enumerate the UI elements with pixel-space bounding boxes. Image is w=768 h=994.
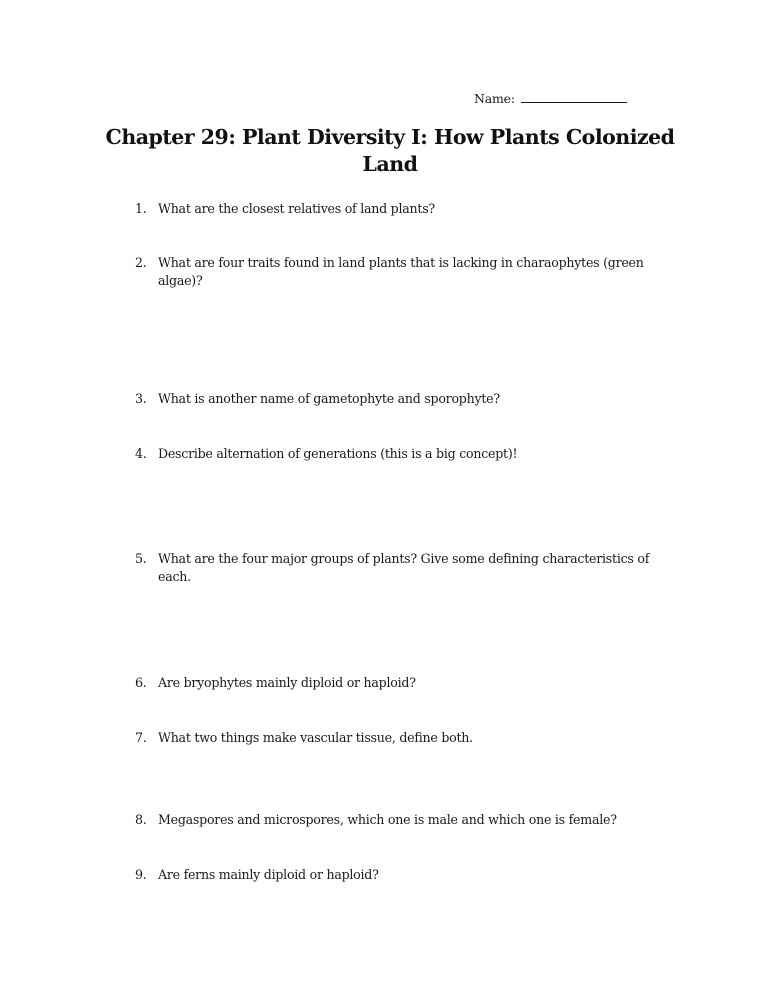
question-text: Describe alternation of generations (this is a big concept)!	[158, 446, 518, 461]
title-line-2: Land	[362, 152, 418, 176]
name-field	[474, 91, 627, 106]
name-label: Name:	[474, 91, 515, 106]
question-3	[135, 390, 675, 408]
question-number: 7.	[135, 730, 147, 745]
question-number: 2.	[135, 255, 147, 270]
question-8	[135, 811, 675, 829]
question-number: 8.	[135, 812, 147, 827]
question-text: What are four traits found in land plants that is lacking in charaophytes (green algae)?	[158, 255, 644, 288]
question-1	[135, 200, 675, 218]
question-6	[135, 674, 675, 692]
question-text: What two things make vascular tissue, define both.	[158, 730, 473, 745]
question-9	[135, 866, 675, 884]
name-blank-line[interactable]	[521, 91, 627, 103]
question-number: 5.	[135, 551, 147, 566]
question-text: What are the closest relatives of land plants?	[158, 201, 435, 216]
question-number: 6.	[135, 675, 147, 690]
question-text: Megaspores and microspores, which one is male and which one is female?	[158, 812, 617, 827]
page-title	[80, 124, 700, 178]
question-number: 1.	[135, 201, 147, 216]
question-text: What is another name of gametophyte and sporophyte?	[158, 391, 500, 406]
question-number: 3.	[135, 391, 147, 406]
question-text: Are bryophytes mainly diploid or haploid?	[158, 675, 416, 690]
question-2	[135, 254, 675, 290]
question-text: What are the four major groups of plants? Give some defining characteristics of each.	[158, 551, 650, 584]
question-5	[135, 550, 675, 586]
question-number: 9.	[135, 867, 147, 882]
question-7	[135, 729, 675, 747]
question-4	[135, 445, 675, 463]
question-text: Are ferns mainly diploid or haploid?	[158, 867, 379, 882]
question-number: 4.	[135, 446, 147, 461]
title-line-1: Chapter 29: Plant Diversity I: How Plants Colonized	[105, 125, 675, 149]
